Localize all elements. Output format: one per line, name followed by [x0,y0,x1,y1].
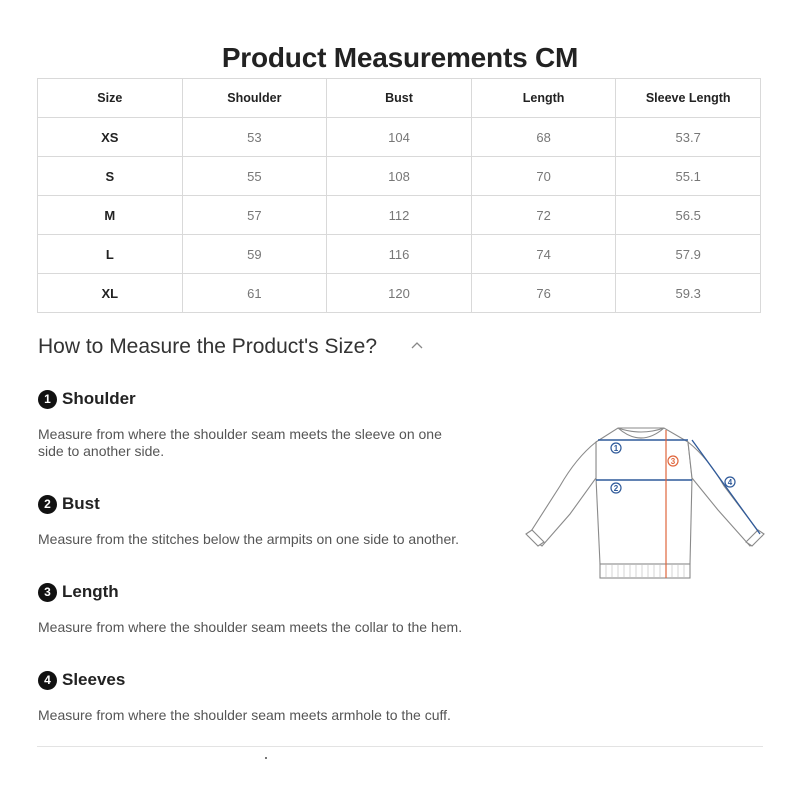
sweater-measurement-diagram [520,418,770,588]
sleeve-length-cell: 56.5 [616,196,761,235]
section-description: Measure from where the shoulder seam meets the sleeve on one side to another side. [38,426,442,459]
length-cell: 72 [471,196,616,235]
marker-3: 3 [670,457,676,466]
number-badge-4: 4 [38,671,57,690]
column-header-bust: Bust [327,79,472,118]
section-heading-bust [38,494,100,514]
page-title: Product Measurements CM [221,42,579,73]
column-header-sleeve-length: Sleeve Length [616,79,761,118]
marker-2: 2 [613,484,619,493]
table-row [38,196,761,235]
sleeve-length-cell: 57.9 [616,235,761,274]
section-title: Bust [62,494,100,513]
size-cell: S [38,157,183,196]
table-row [38,157,761,196]
number-badge-3: 3 [38,583,57,602]
size-cell: XL [38,274,183,313]
section-description: Measure from where the shoulder seam meets armhole to the cuff. [38,707,451,723]
number-badge-1: 1 [38,390,57,409]
size-cell: M [38,196,183,235]
length-cell: 74 [471,235,616,274]
shoulder-cell: 59 [182,235,327,274]
bottom-divider [37,746,763,747]
bust-cell: 104 [327,118,472,157]
dot-mark [265,757,267,759]
shoulder-cell: 55 [182,157,327,196]
shoulder-cell: 57 [182,196,327,235]
chevron-up-icon[interactable] [410,337,424,354]
sleeve-length-cell: 55.1 [616,157,761,196]
length-cell: 70 [471,157,616,196]
section-description: Measure from the stitches below the armpits on one side to another. [38,531,460,547]
bust-cell: 116 [327,235,472,274]
size-cell: XS [38,118,183,157]
sleeve-length-cell: 53.7 [616,118,761,157]
length-cell: 68 [471,118,616,157]
length-cell: 76 [471,274,616,313]
section-heading-shoulder [38,389,136,409]
shoulder-cell: 53 [182,118,327,157]
section-title: Length [62,582,119,601]
section-title: Shoulder [62,389,136,408]
bust-cell: 108 [327,157,472,196]
column-header-length: Length [471,79,616,118]
how-to-measure-heading[interactable]: How to Measure the Product's Size? [38,335,378,358]
section-heading-length [38,582,119,602]
table-header-row [38,79,761,118]
table-row [38,118,761,157]
table-row [38,274,761,313]
table-row [38,235,761,274]
sweater-outline-image [520,418,770,588]
section-title: Sleeves [62,670,126,689]
marker-4: 4 [727,478,733,487]
section-description: Measure from where the shoulder seam meets the collar to the hem. [38,619,463,635]
marker-1: 1 [613,444,619,453]
bust-cell: 120 [327,274,472,313]
sleeve-length-cell: 59.3 [616,274,761,313]
bust-cell: 112 [327,196,472,235]
column-header-size: Size [38,79,183,118]
size-chart-table [37,78,761,313]
section-heading-sleeves [38,670,125,690]
number-badge-2: 2 [38,495,57,514]
shoulder-cell: 61 [182,274,327,313]
column-header-shoulder: Shoulder [182,79,327,118]
size-cell: L [38,235,183,274]
